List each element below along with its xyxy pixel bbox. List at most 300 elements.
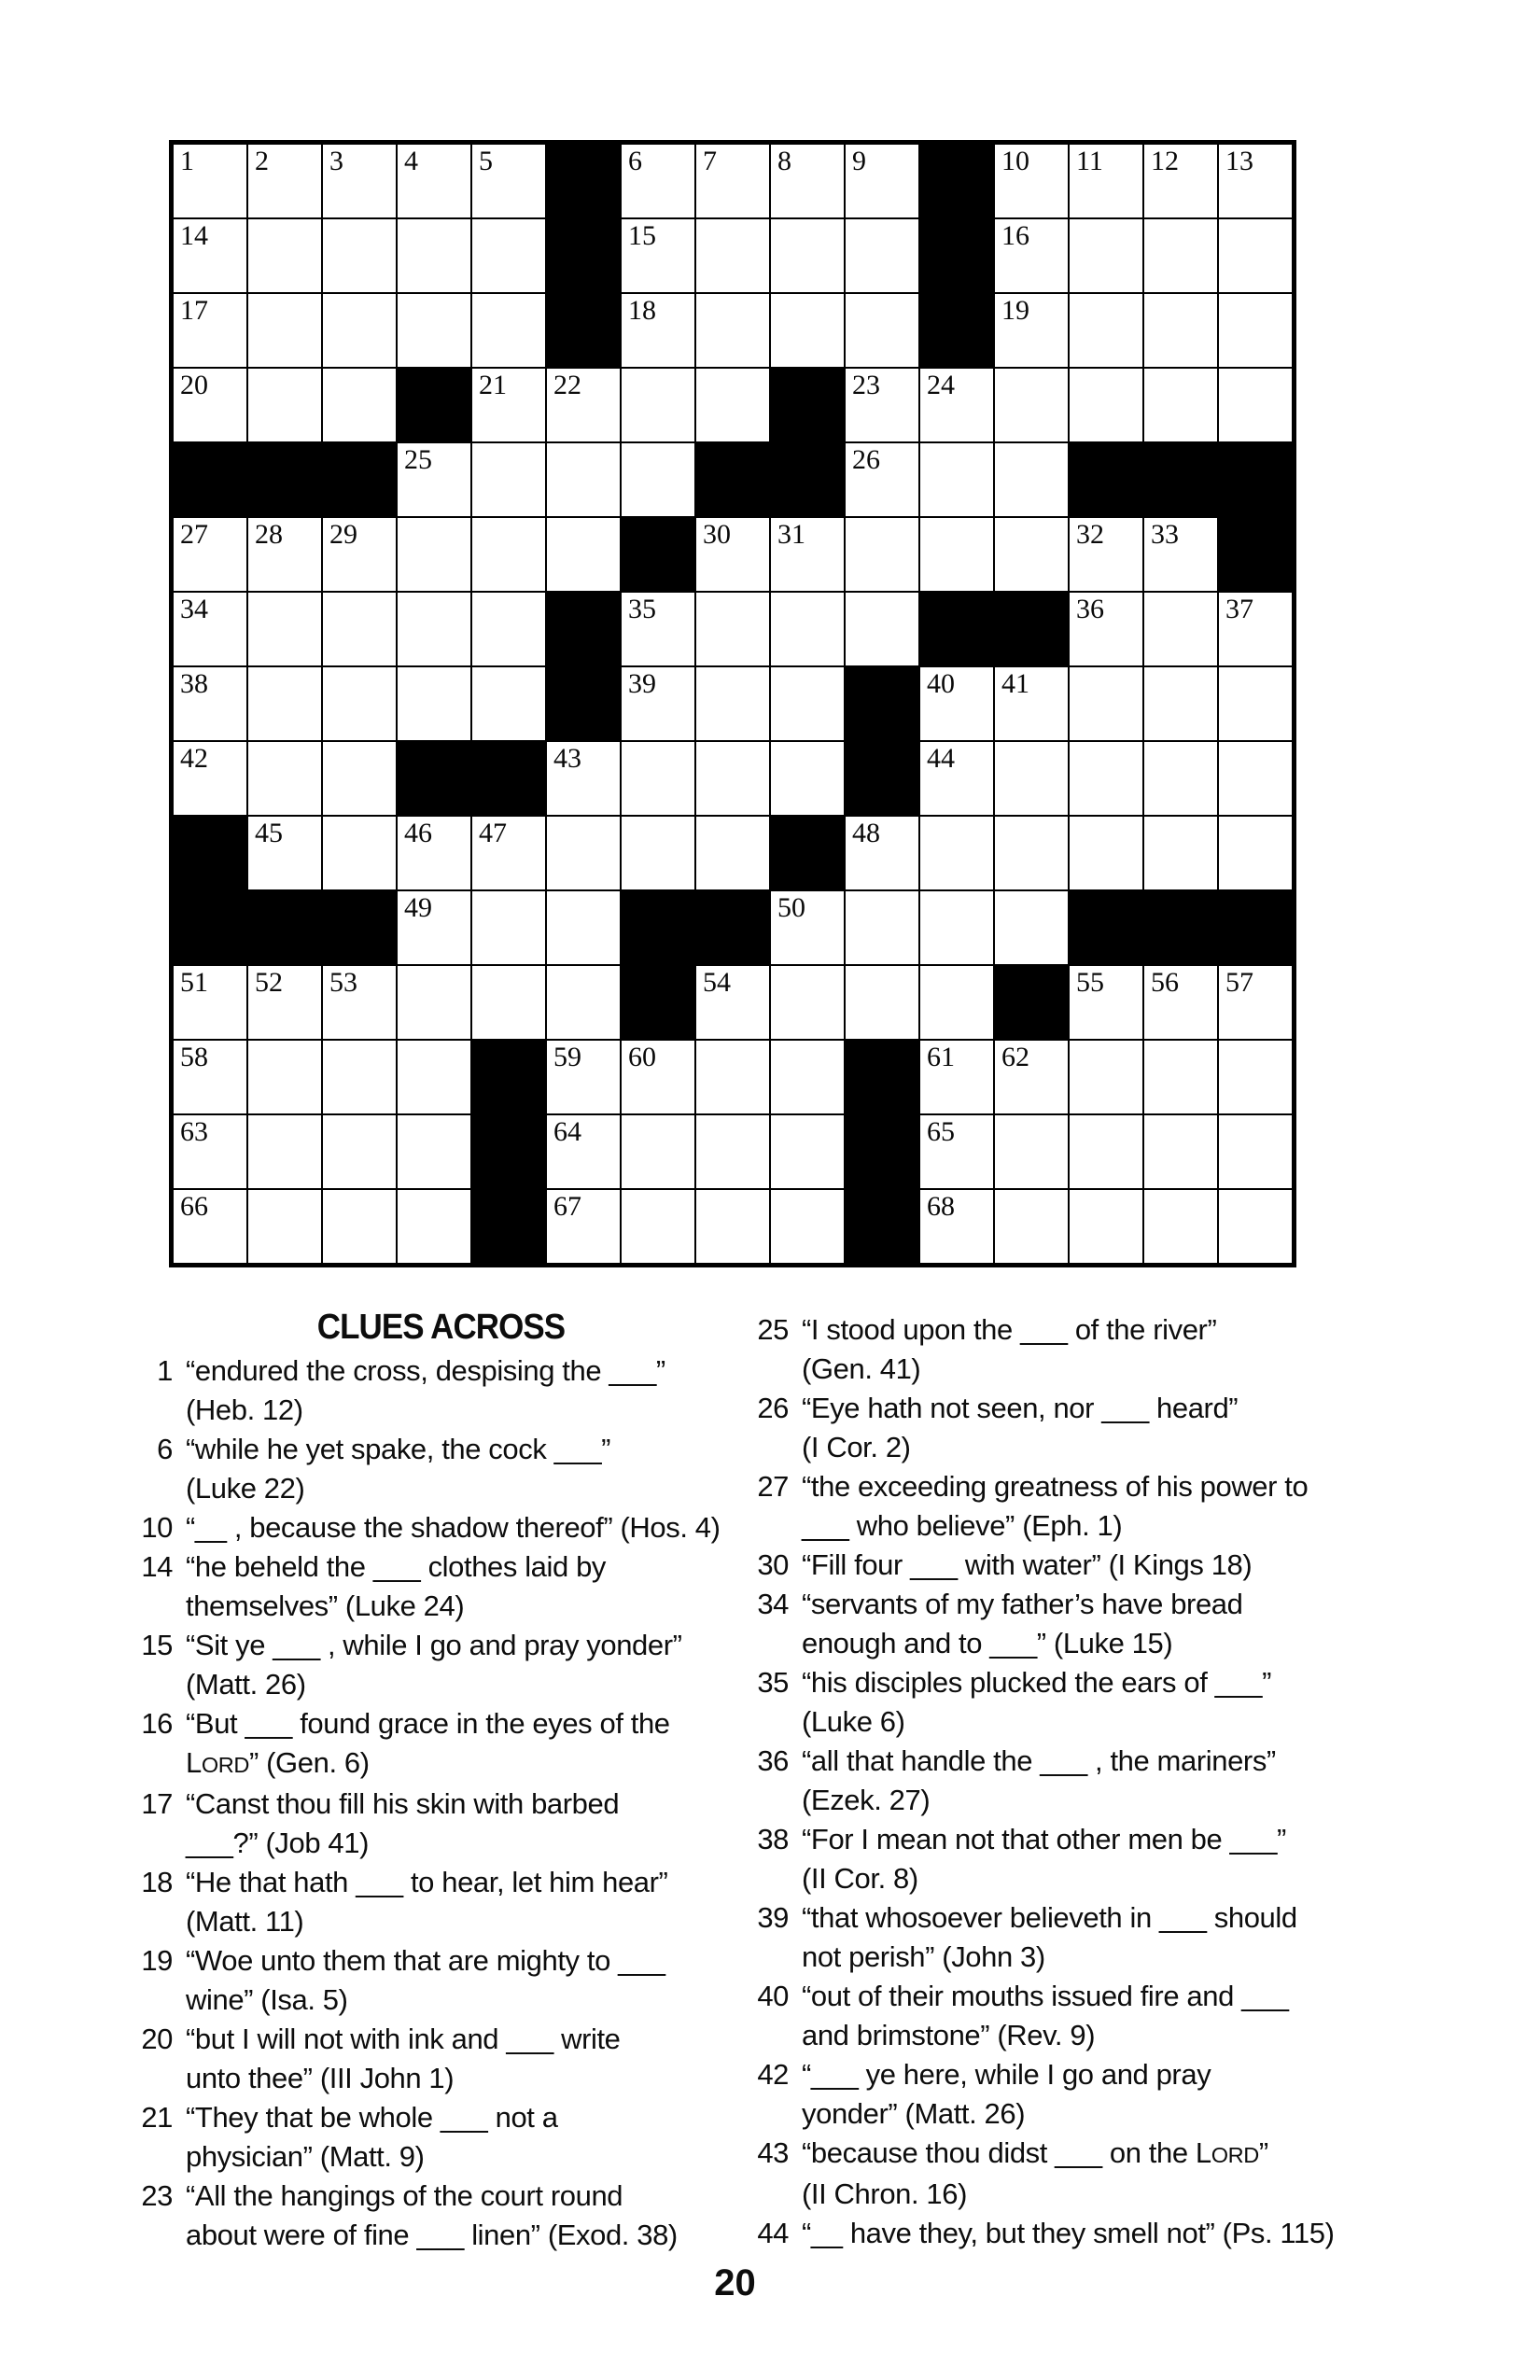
clue-number: 30 <box>757 1548 789 1581</box>
grid-black-cell <box>1144 891 1217 964</box>
cell-number: 61 <box>927 1042 955 1072</box>
grid-cell <box>995 518 1068 591</box>
clue-line: (II Cor. 8) <box>802 1862 918 1895</box>
cell-number: 34 <box>180 594 208 624</box>
clue-text <box>802 1389 1409 1467</box>
clue-item <box>131 1626 751 1704</box>
grid-cell <box>398 518 470 591</box>
grid-black-cell <box>846 1115 918 1188</box>
cell-number: 41 <box>1001 668 1029 699</box>
clue-item <box>131 2098 751 2177</box>
cell-number: 58 <box>180 1042 208 1072</box>
clue-number: 38 <box>757 1823 789 1855</box>
clue-line: “Fill four ___ with water” (I Kings 18) <box>802 1548 1253 1581</box>
grid-cell <box>174 145 246 217</box>
clue-line: “endured the cross, despising the ___” <box>186 1354 665 1387</box>
clue-number: 6 <box>157 1433 173 1465</box>
grid-cell <box>622 817 694 889</box>
clue-item <box>131 1785 751 1863</box>
grid-cell <box>1144 817 1217 889</box>
page-number: 20 <box>714 2262 756 2303</box>
clue-line: (Ezek. 27) <box>802 1784 931 1816</box>
cell-number: 25 <box>404 444 432 475</box>
clue-text <box>802 1820 1409 1898</box>
clue-item <box>747 1663 1409 1742</box>
clue-number: 26 <box>757 1392 789 1424</box>
cell-number: 29 <box>329 519 357 550</box>
clue-line: “Woe unto them that are mighty to ___ <box>186 1944 665 1977</box>
clues-column-left <box>131 1309 751 2255</box>
clue-line: (Luke 22) <box>186 1472 305 1505</box>
grid-cell <box>846 817 918 889</box>
cell-number: 3 <box>329 146 343 176</box>
cell-number: 46 <box>404 818 432 848</box>
clue-line: “He that hath ___ to hear, let him hear” <box>186 1866 668 1898</box>
grid-cell <box>248 294 321 367</box>
clue-number: 16 <box>141 1707 173 1740</box>
clue-text <box>802 1546 1409 1585</box>
small-caps-lord: ORD <box>1211 2143 1259 2167</box>
grid-cell <box>398 667 470 740</box>
grid-cell <box>174 966 246 1039</box>
grid-cell <box>248 219 321 292</box>
grid-black-cell <box>323 891 396 964</box>
grid-cell <box>1144 966 1217 1039</box>
clue-line: “But ___ found grace in the eyes of the <box>186 1707 670 1740</box>
grid-cell <box>398 219 470 292</box>
clue-line: (Heb. 12) <box>186 1393 303 1426</box>
grid-cell <box>995 891 1068 964</box>
grid-black-cell <box>622 891 694 964</box>
grid-cell <box>1070 518 1142 591</box>
grid-cell <box>472 891 545 964</box>
cell-number: 38 <box>180 668 208 699</box>
grid-cell <box>1219 742 1292 815</box>
clue-line: (Matt. 11) <box>186 1905 304 1938</box>
grid-cell <box>1070 966 1142 1039</box>
grid-cell <box>1219 667 1292 740</box>
clue-text <box>186 1508 751 1547</box>
grid-black-cell <box>920 593 993 665</box>
grid-black-cell <box>547 593 620 665</box>
clue-text <box>802 1898 1409 1977</box>
clue-number: 44 <box>757 2217 789 2249</box>
grid-cell <box>1219 593 1292 665</box>
grid-cell <box>398 817 470 889</box>
grid-cell <box>1070 369 1142 441</box>
grid-cell <box>622 219 694 292</box>
grid-cell <box>248 742 321 815</box>
clue-line: LORD” (Gen. 6) <box>186 1746 370 1779</box>
cell-number: 56 <box>1151 967 1179 998</box>
clue-line: enough and to ___” (Luke 15) <box>802 1627 1173 1659</box>
clue-number: 15 <box>141 1629 173 1661</box>
clue-line: yonder” (Matt. 26) <box>802 2097 1026 2130</box>
grid-black-cell <box>174 443 246 516</box>
grid-cell <box>995 443 1068 516</box>
grid-cell <box>995 369 1068 441</box>
grid-black-cell <box>323 443 396 516</box>
cell-number: 21 <box>479 370 507 400</box>
clue-text <box>802 1663 1409 1742</box>
cell-number: 23 <box>852 370 880 400</box>
grid-cell <box>846 443 918 516</box>
grid-cell <box>323 742 396 815</box>
grid-cell <box>398 294 470 367</box>
clue-item <box>131 1547 751 1626</box>
grid-cell <box>472 966 545 1039</box>
clue-item <box>747 1898 1409 1977</box>
grid-cell <box>696 1190 769 1263</box>
grid-black-cell <box>846 1190 918 1263</box>
clue-number: 14 <box>141 1550 173 1583</box>
grid-cell <box>547 1190 620 1263</box>
clue-line: “his disciples plucked the ears of ___” <box>802 1666 1272 1699</box>
grid-cell <box>398 1115 470 1188</box>
grid-cell <box>1144 294 1217 367</box>
grid-cell <box>1070 1041 1142 1113</box>
grid-cell <box>248 369 321 441</box>
clue-item <box>131 1704 751 1785</box>
grid-cell <box>323 1041 396 1113</box>
grid-cell <box>1144 219 1217 292</box>
clue-line: unto thee” (III John 1) <box>186 2062 455 2094</box>
grid-black-cell <box>846 742 918 815</box>
cell-number: 63 <box>180 1116 208 1147</box>
cell-number: 17 <box>180 295 208 326</box>
clue-text <box>186 1626 751 1704</box>
clue-text <box>186 2098 751 2177</box>
clue-item <box>747 1742 1409 1820</box>
grid-black-cell <box>920 145 993 217</box>
clue-line: “because thou didst ___ on the LORD” <box>802 2136 1268 2169</box>
grid-cell <box>1219 817 1292 889</box>
clues-column-right <box>747 1310 1409 2253</box>
grid-cell <box>771 593 844 665</box>
grid-cell <box>398 1190 470 1263</box>
clue-line: “Canst thou fill his skin with barbed <box>186 1787 620 1820</box>
grid-cell <box>323 593 396 665</box>
grid-cell <box>920 667 993 740</box>
clue-number: 18 <box>141 1866 173 1898</box>
grid-cell <box>622 667 694 740</box>
clue-line: (II Chron. 16) <box>802 2177 968 2210</box>
cell-number: 52 <box>255 967 283 998</box>
clue-line: “Sit ye ___ , while I go and pray yonder” <box>186 1629 682 1661</box>
grid-cell <box>920 1190 993 1263</box>
cell-number: 14 <box>180 220 208 251</box>
grid-cell <box>1070 219 1142 292</box>
cell-number: 11 <box>1076 146 1103 176</box>
grid-black-cell <box>846 667 918 740</box>
grid-cell <box>472 518 545 591</box>
clue-line: ___ who believe” (Eph. 1) <box>802 1509 1123 1542</box>
clue-number: 39 <box>757 1901 789 1934</box>
grid-black-cell <box>1070 891 1142 964</box>
cell-number: 39 <box>628 668 656 699</box>
clue-text <box>186 1704 751 1785</box>
clue-text <box>186 1863 751 1941</box>
grid-cell <box>398 1041 470 1113</box>
cell-number: 27 <box>180 519 208 550</box>
clue-line: “while he yet spake, the cock ___” <box>186 1433 611 1465</box>
grid-cell <box>696 593 769 665</box>
cell-number: 7 <box>703 146 717 176</box>
clue-item <box>131 1863 751 1941</box>
grid-cell <box>1219 294 1292 367</box>
clue-line: “out of their mouths issued fire and ___ <box>802 1980 1289 2012</box>
grid-cell <box>323 667 396 740</box>
clue-number: 20 <box>141 2023 173 2055</box>
grid-cell <box>174 667 246 740</box>
grid-cell <box>174 742 246 815</box>
grid-black-cell <box>547 145 620 217</box>
grid-cell <box>323 966 396 1039</box>
clue-item <box>131 2177 751 2255</box>
grid-cell <box>323 817 396 889</box>
clue-number: 1 <box>157 1354 173 1387</box>
cell-number: 40 <box>927 668 955 699</box>
grid-cell <box>1219 1190 1292 1263</box>
grid-cell <box>1070 1115 1142 1188</box>
grid-cell <box>696 1041 769 1113</box>
clue-text <box>802 1467 1409 1546</box>
cell-number: 50 <box>777 892 805 923</box>
grid-cell <box>622 369 694 441</box>
cell-number: 53 <box>329 967 357 998</box>
grid-cell <box>248 593 321 665</box>
grid-cell <box>472 294 545 367</box>
grid-cell <box>547 1041 620 1113</box>
grid-cell <box>696 518 769 591</box>
grid-cell <box>1144 593 1217 665</box>
clue-item <box>131 1508 751 1547</box>
grid-cell <box>1070 145 1142 217</box>
clue-line: not perish” (John 3) <box>802 1940 1045 1973</box>
clue-line: “all that handle the ___ , the mariners” <box>802 1744 1276 1777</box>
clue-line: (Matt. 26) <box>186 1668 306 1701</box>
clue-line: wine” (Isa. 5) <box>186 1983 348 2016</box>
grid-cell <box>995 294 1068 367</box>
grid-black-cell <box>696 891 769 964</box>
crossword-grid <box>169 140 1296 1267</box>
grid-black-cell <box>472 1190 545 1263</box>
clues-across-heading: CLUES ACROSS <box>316 1308 566 1347</box>
grid-cell <box>622 294 694 367</box>
grid-black-cell <box>1144 443 1217 516</box>
grid-cell <box>174 369 246 441</box>
grid-cell <box>771 742 844 815</box>
grid-cell <box>1219 966 1292 1039</box>
cell-number: 36 <box>1076 594 1104 624</box>
clue-number: 21 <box>141 2101 173 2134</box>
cell-number: 68 <box>927 1191 955 1222</box>
grid-cell <box>696 667 769 740</box>
grid-cell <box>771 294 844 367</box>
grid-cell <box>547 742 620 815</box>
clue-text <box>802 2134 1409 2214</box>
grid-cell <box>174 593 246 665</box>
grid-black-cell <box>547 294 620 367</box>
grid-black-cell <box>846 1041 918 1113</box>
grid-black-cell <box>1219 891 1292 964</box>
grid-cell <box>472 443 545 516</box>
grid-cell <box>323 1115 396 1188</box>
grid-cell <box>472 369 545 441</box>
grid-cell <box>622 593 694 665</box>
grid-black-cell <box>771 369 844 441</box>
grid-cell <box>547 817 620 889</box>
cell-number: 67 <box>553 1191 581 1222</box>
grid-cell <box>920 817 993 889</box>
grid-cell <box>771 1190 844 1263</box>
cell-number: 55 <box>1076 967 1104 998</box>
grid-cell <box>472 817 545 889</box>
cell-number: 4 <box>404 146 418 176</box>
grid-cell <box>323 145 396 217</box>
cell-number: 44 <box>927 743 955 774</box>
clue-text <box>186 1547 751 1626</box>
grid-cell <box>995 145 1068 217</box>
grid-cell <box>547 966 620 1039</box>
grid-cell <box>995 1041 1068 1113</box>
grid-black-cell <box>920 294 993 367</box>
cell-number: 57 <box>1225 967 1253 998</box>
grid-cell <box>248 667 321 740</box>
clue-line: “___ ye here, while I go and pray <box>802 2058 1211 2091</box>
cell-number: 51 <box>180 967 208 998</box>
clue-line: “__ , because the shadow thereof” (Hos. 4) <box>186 1511 721 1544</box>
clue-text <box>186 2020 751 2098</box>
clue-line: about were of fine ___ linen” (Exod. 38) <box>186 2219 678 2251</box>
grid-black-cell <box>472 742 545 815</box>
grid-cell <box>995 1115 1068 1188</box>
grid-cell <box>622 742 694 815</box>
cell-number: 43 <box>553 743 581 774</box>
grid-black-cell <box>771 443 844 516</box>
grid-black-cell <box>248 443 321 516</box>
grid-cell <box>1070 667 1142 740</box>
grid-cell <box>398 891 470 964</box>
grid-cell <box>174 1115 246 1188</box>
grid-cell <box>398 966 470 1039</box>
grid-black-cell <box>920 219 993 292</box>
grid-cell <box>771 891 844 964</box>
grid-cell <box>846 891 918 964</box>
small-caps-lord: ORD <box>201 1753 249 1777</box>
grid-cell <box>920 1115 993 1188</box>
grid-black-cell <box>472 1041 545 1113</box>
clue-number: 35 <box>757 1666 789 1699</box>
cell-number: 6 <box>628 146 642 176</box>
grid-cell <box>1144 667 1217 740</box>
cell-number: 19 <box>1001 295 1029 326</box>
grid-cell <box>1070 294 1142 367</box>
grid-cell <box>323 369 396 441</box>
clue-line: “that whosoever believeth in ___ should <box>802 1901 1297 1934</box>
grid-cell <box>920 966 993 1039</box>
cell-number: 18 <box>628 295 656 326</box>
clue-number: 25 <box>757 1313 789 1346</box>
grid-cell <box>248 518 321 591</box>
cell-number: 45 <box>255 818 283 848</box>
grid-cell <box>846 966 918 1039</box>
grid-cell <box>920 891 993 964</box>
grid-cell <box>547 891 620 964</box>
clue-item <box>747 1585 1409 1663</box>
clue-item <box>747 1977 1409 2055</box>
grid-black-cell <box>1219 443 1292 516</box>
grid-cell <box>920 443 993 516</box>
clue-number: 40 <box>757 1980 789 2012</box>
clue-line: and brimstone” (Rev. 9) <box>802 2019 1096 2051</box>
clue-line: “servants of my father’s have bread <box>802 1588 1243 1620</box>
grid-cell <box>995 667 1068 740</box>
cell-number: 9 <box>852 146 866 176</box>
clue-item <box>747 1467 1409 1546</box>
clue-item <box>747 2214 1409 2253</box>
cell-number: 31 <box>777 519 805 550</box>
clue-line: (I Cor. 2) <box>802 1431 911 1463</box>
grid-cell <box>846 518 918 591</box>
grid-cell <box>398 443 470 516</box>
grid-cell <box>1144 742 1217 815</box>
grid-cell <box>920 742 993 815</box>
grid-cell <box>771 966 844 1039</box>
cell-number: 2 <box>255 146 269 176</box>
grid-cell <box>323 1190 396 1263</box>
grid-cell <box>995 817 1068 889</box>
cell-number: 1 <box>180 146 194 176</box>
clue-number: 27 <box>757 1470 789 1503</box>
grid-cell <box>248 1041 321 1113</box>
grid-cell <box>1219 145 1292 217</box>
cell-number: 49 <box>404 892 432 923</box>
grid-cell <box>846 593 918 665</box>
grid-cell <box>323 518 396 591</box>
grid-cell <box>174 294 246 367</box>
grid-cell <box>846 219 918 292</box>
grid-black-cell <box>696 443 769 516</box>
cell-number: 65 <box>927 1116 955 1147</box>
cell-number: 59 <box>553 1042 581 1072</box>
cell-number: 12 <box>1151 146 1179 176</box>
clue-item <box>747 1546 1409 1585</box>
cell-number: 60 <box>628 1042 656 1072</box>
grid-cell <box>622 1115 694 1188</box>
clue-line: “For I mean not that other men be ___” <box>802 1823 1286 1855</box>
grid-black-cell <box>1070 443 1142 516</box>
grid-black-cell <box>622 518 694 591</box>
grid-cell <box>995 742 1068 815</box>
grid-cell <box>547 443 620 516</box>
grid-cell <box>248 1115 321 1188</box>
grid-cell <box>1219 369 1292 441</box>
clue-line: themselves” (Luke 24) <box>186 1589 465 1622</box>
grid-cell <box>1070 817 1142 889</box>
grid-cell <box>696 1115 769 1188</box>
clue-line: “They that be whole ___ not a <box>186 2101 558 2134</box>
clue-item <box>747 1389 1409 1467</box>
clue-text <box>802 1310 1409 1389</box>
clue-text <box>186 2177 751 2255</box>
cell-number: 5 <box>479 146 493 176</box>
grid-cell <box>174 1190 246 1263</box>
grid-cell <box>771 518 844 591</box>
clue-text <box>802 1742 1409 1820</box>
grid-black-cell <box>622 966 694 1039</box>
clue-item <box>747 2134 1409 2214</box>
